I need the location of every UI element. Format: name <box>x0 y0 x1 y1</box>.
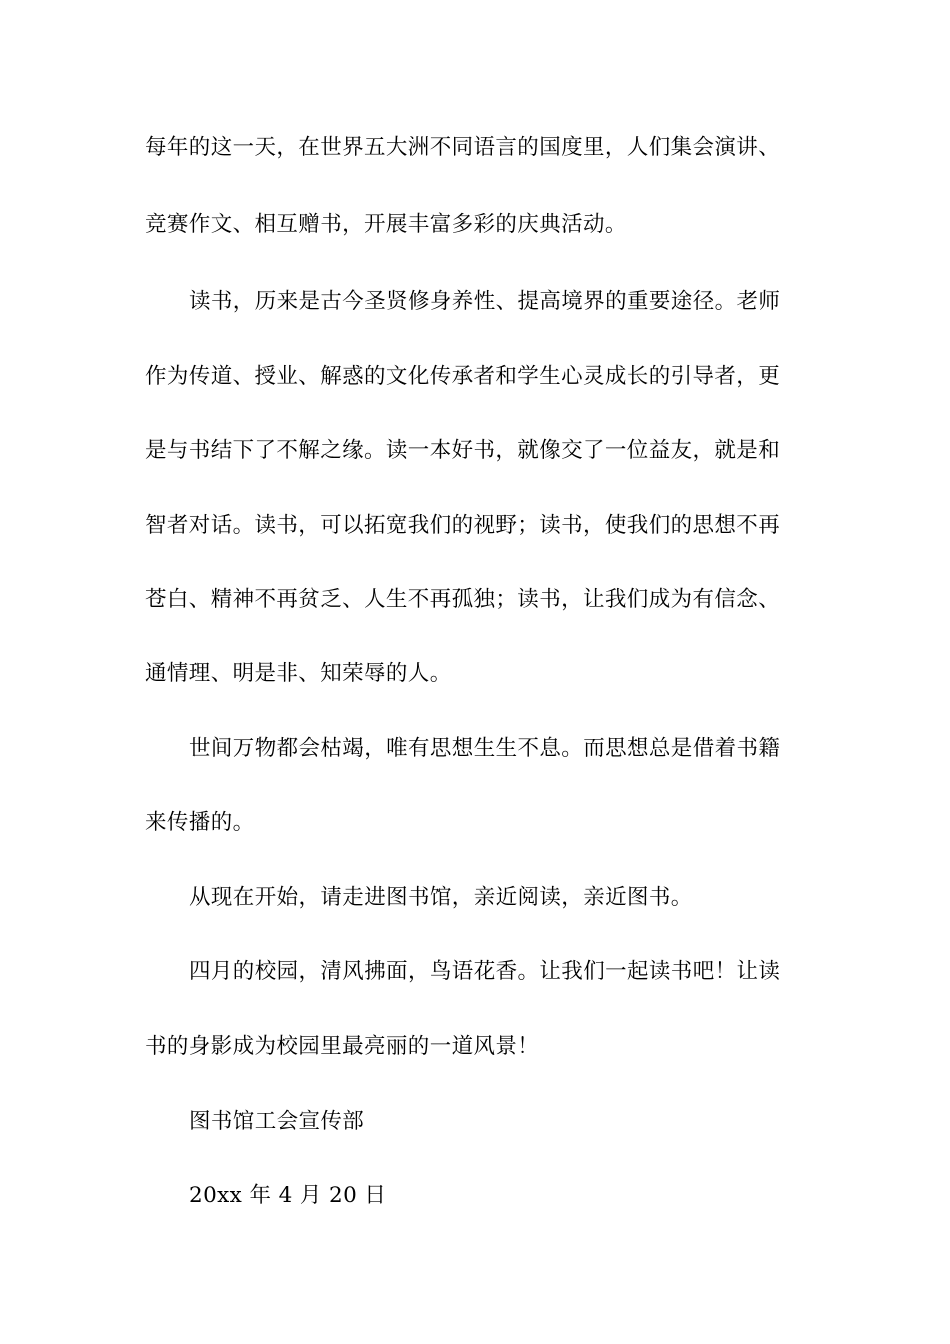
text-line: 四月的校园，清风拂面，鸟语花香。让我们一起读书吧！让读 <box>189 959 781 984</box>
text-line: 读书，历来是古今圣贤修身养性、提高境界的重要途径。老师 <box>189 289 781 314</box>
text-line: 作为传道、授业、解惑的文化传承者和学生心灵成长的引导者，更 <box>145 364 781 389</box>
text-line: 苍白、精神不再贫乏、人生不再孤独；读书，让我们成为有信念、 <box>145 587 781 612</box>
signature-date: 20xx 年 4 月 20 日 <box>189 1183 387 1208</box>
text-line: 通情理、明是非、知荣辱的人。 <box>145 661 452 686</box>
text-line: 来传播的。 <box>145 810 255 835</box>
text-line: 每年的这一天，在世界五大洲不同语言的国度里，人们集会演讲、 <box>145 135 781 160</box>
signature-department: 图书馆工会宣传部 <box>189 1109 365 1134</box>
text-line: 从现在开始，请走进图书馆，亲近阅读，亲近图书。 <box>189 885 693 910</box>
text-line: 竞赛作文、相互赠书，开展丰富多彩的庆典活动。 <box>145 212 627 237</box>
text-line: 世间万物都会枯竭，唯有思想生生不息。而思想总是借着书籍 <box>189 736 781 761</box>
text-line: 书的身影成为校园里最亮丽的一道风景！ <box>145 1034 540 1059</box>
text-line: 是与书结下了不解之缘。读一本好书，就像交了一位益友，就是和 <box>145 438 781 463</box>
text-line: 智者对话。读书，可以拓宽我们的视野；读书，使我们的思想不再 <box>145 513 781 538</box>
